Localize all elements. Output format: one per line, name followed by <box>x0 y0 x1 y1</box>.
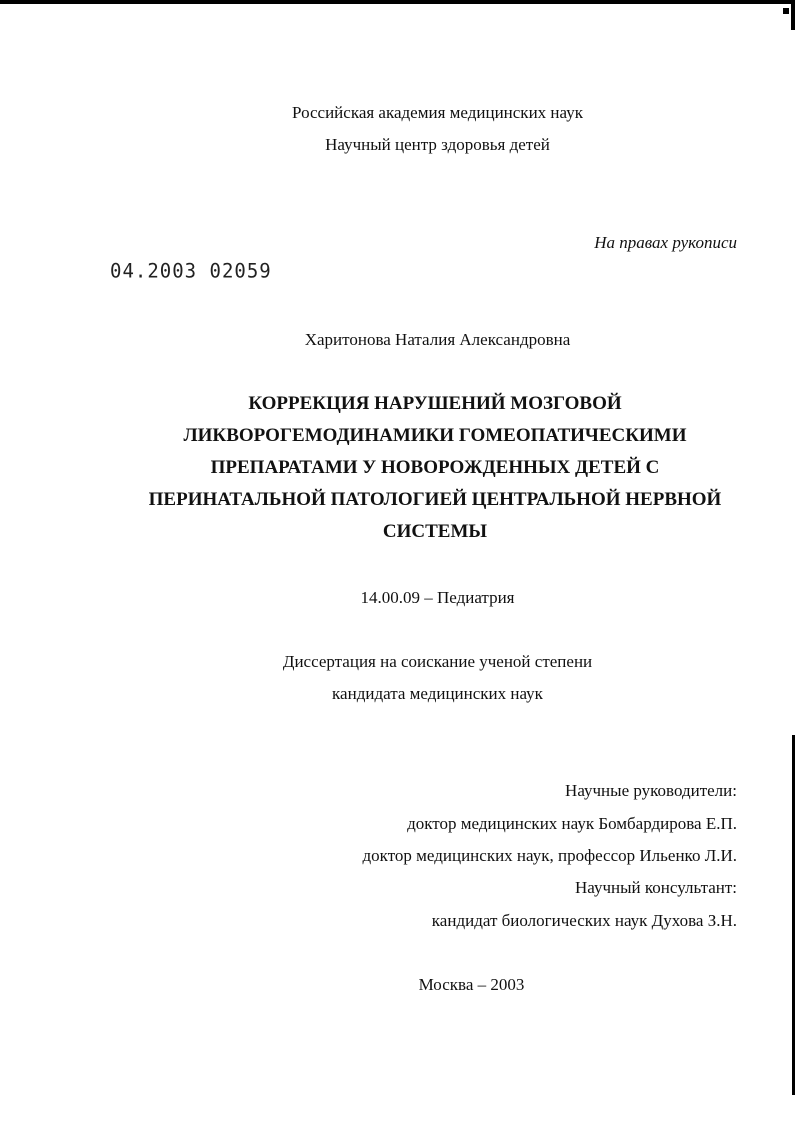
title-line: ЛИКВОРОГЕМОДИНАМИКИ ГОМЕОПАТИЧЕСКИМИ <box>183 425 687 446</box>
supervisors-heading: Научные руководители: <box>565 781 737 800</box>
city-year: Москва – 2003 <box>418 975 525 994</box>
degree-line-2: кандидата медицинских наук <box>332 684 543 703</box>
manuscript-note: На правах рукописи <box>594 233 737 252</box>
supervisor-1: доктор медицинских наук Бомбардирова Е.П. <box>407 814 737 833</box>
supervisor-2: доктор медицинских наук, профессор Ильенко Л.И. <box>362 846 737 865</box>
title-line: СИСТЕМЫ <box>382 521 488 542</box>
archive-number: 04.2003 02059 <box>110 259 272 283</box>
scan-right-corner <box>791 0 795 30</box>
consultant-heading: Научный консультант: <box>575 878 737 897</box>
center-name: Научный центр здоровья детей <box>325 135 550 154</box>
thesis-title <box>0 388 795 548</box>
title-line: КОРРЕКЦИЯ НАРУШЕНИЙ МОЗГОВОЙ <box>248 393 622 414</box>
scan-mark <box>783 8 789 14</box>
degree-line-1: Диссертация на соискание ученой степени <box>282 652 593 671</box>
scan-top-edge <box>0 0 795 4</box>
consultant: кандидат биологических наук Духова З.Н. <box>431 911 737 930</box>
title-line: ПРЕПАРАТАМИ У НОВОРОЖДЕННЫХ ДЕТЕЙ С <box>210 457 660 478</box>
specialty: 14.00.09 – Педиатрия <box>360 588 515 607</box>
academy-name: Российская академия медицинских наук <box>292 103 583 122</box>
title-line: ПЕРИНАТАЛЬНОЙ ПАТОЛОГИЕЙ ЦЕНТРАЛЬНОЙ НЕРВНОЙ <box>148 489 722 510</box>
author-name: Харитонова Наталия Александровна <box>304 330 571 349</box>
